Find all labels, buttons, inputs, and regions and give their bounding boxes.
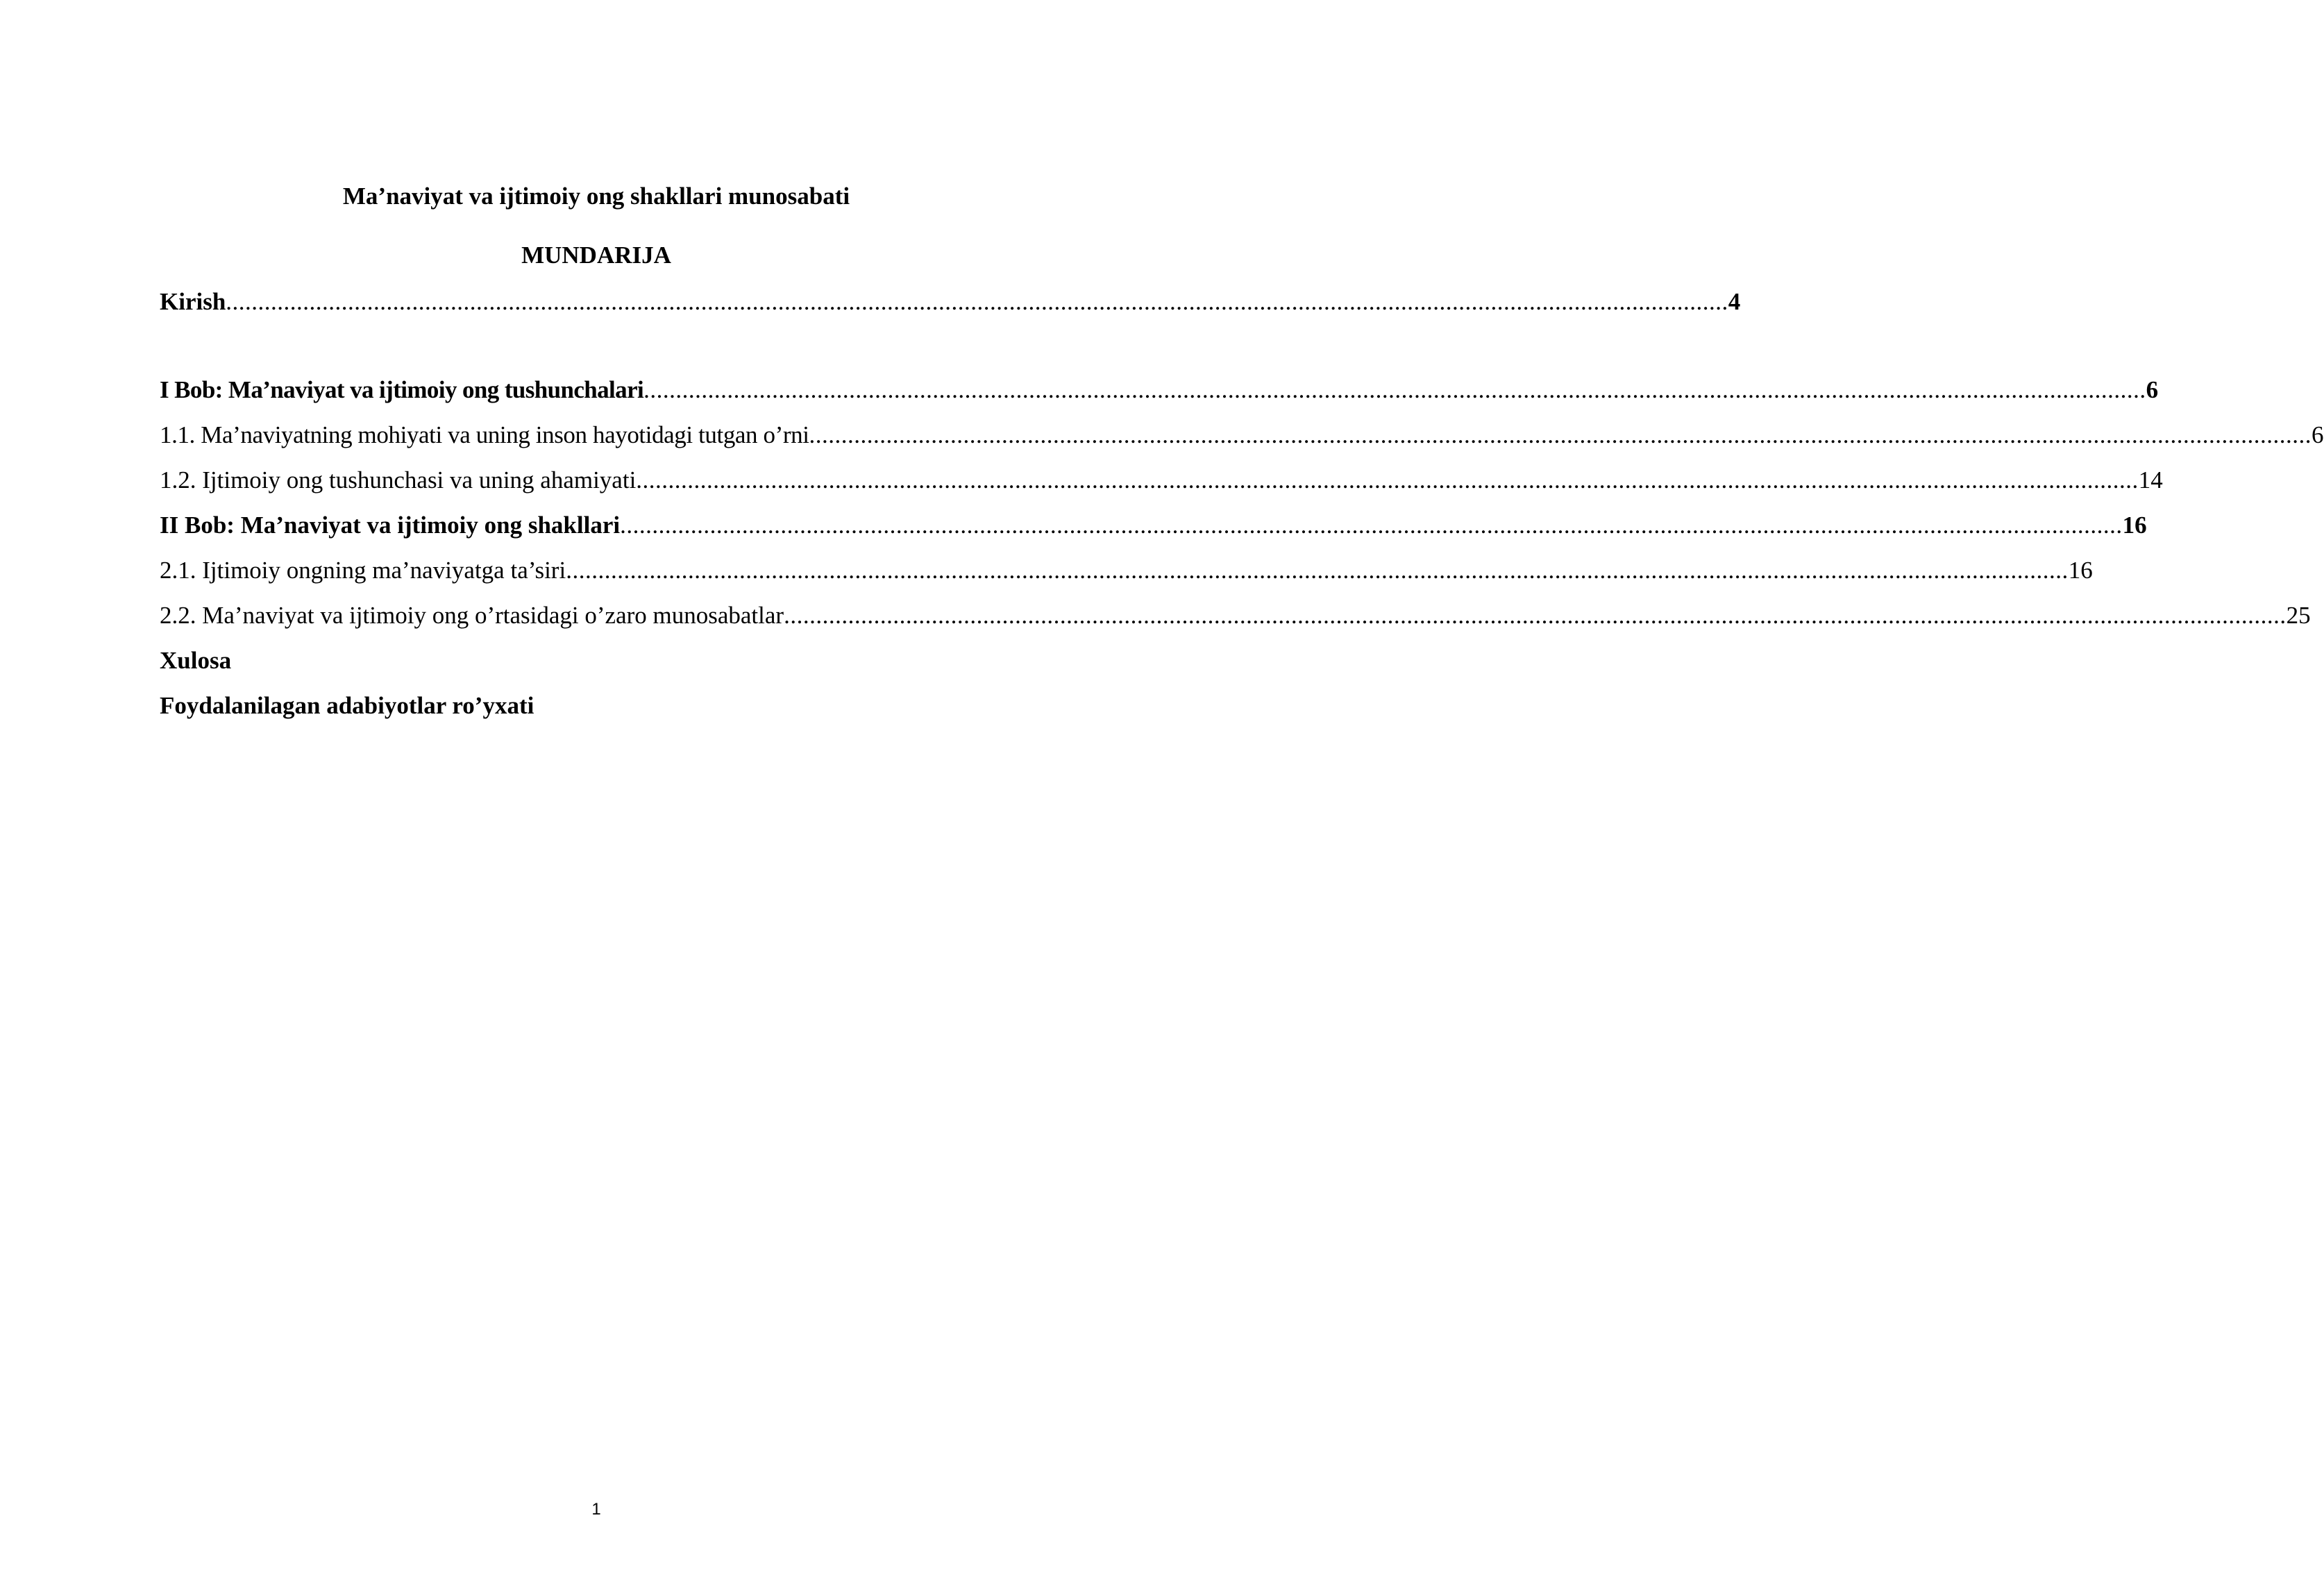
toc-entry-1-1	[160, 418, 2324, 453]
toc-entry-label: 2.2. Ma’naviyat va ijtimoiy ong o’rtasidagi o’zaro munosabatlar	[160, 602, 784, 629]
toc-entry-label: 1.1. Ma’naviyatning mohiyati va uning inson hayotidagi tutgan o’rni	[160, 421, 809, 448]
toc-entry-2-2	[160, 598, 2311, 633]
toc-entry-label: I Bob: Ma’naviyat va ijtimoiy ong tushunchalari	[160, 376, 644, 403]
toc-leader-dots: ..........................................................................................................................................................................................................................................	[643, 376, 2146, 403]
toc-entry-page: 16	[2122, 512, 2147, 539]
toc-leader-dots: ..........................................................................................................................................................................................................................................	[809, 421, 2312, 448]
toc-entry-bibliography: Foydalanilagan adabiyotlar ro’yxati	[160, 692, 534, 719]
toc-leader-dots: ..........................................................................................................................................................................................................................................	[226, 288, 1728, 315]
toc-leader-dots: ..........................................................................................................................................................................................................................................	[636, 466, 2139, 493]
toc-entry-page: 6	[2312, 421, 2324, 448]
toc-entry-page: 4	[1728, 288, 1741, 315]
toc-entry-label: II Bob: Ma’naviyat va ijtimoiy ong shakllari	[160, 512, 621, 539]
toc-entry-page: 14	[2138, 466, 2163, 493]
page-number: 1	[591, 1500, 601, 1519]
toc-entry-xulosa: Xulosa	[160, 647, 232, 674]
toc-entry-label: 1.2. Ijtimoiy ong tushunchasi va uning ahamiyati	[160, 466, 637, 493]
toc-leader-dots: ..........................................................................................................................................................................................................................................	[566, 557, 2069, 584]
toc-entry-page: 16	[2068, 557, 2093, 584]
toc-heading: MUNDARIJA	[521, 242, 671, 269]
toc-leader-dots: ..........................................................................................................................................................................................................................................	[620, 512, 2123, 539]
toc-entry-label: 2.1. Ijtimoiy ongning ma’naviyatga ta’siri	[160, 557, 566, 584]
toc-leader-dots: ..........................................................................................................................................................................................................................................	[784, 602, 2287, 629]
toc-entry-kirish	[160, 285, 1741, 319]
toc-entry-1-2	[160, 463, 2163, 498]
toc-entry-chapter-2	[160, 508, 2147, 543]
toc-entry-chapter-1	[160, 373, 2159, 407]
toc-entry-2-1	[160, 553, 2093, 588]
toc-entry-page: 25	[2286, 602, 2311, 629]
toc-entry-page: 6	[2146, 376, 2159, 403]
document-title: Ma’naviyat va ijtimoiy ong shakllari munosabati	[342, 183, 850, 210]
toc-entry-label: Kirish	[160, 288, 226, 315]
